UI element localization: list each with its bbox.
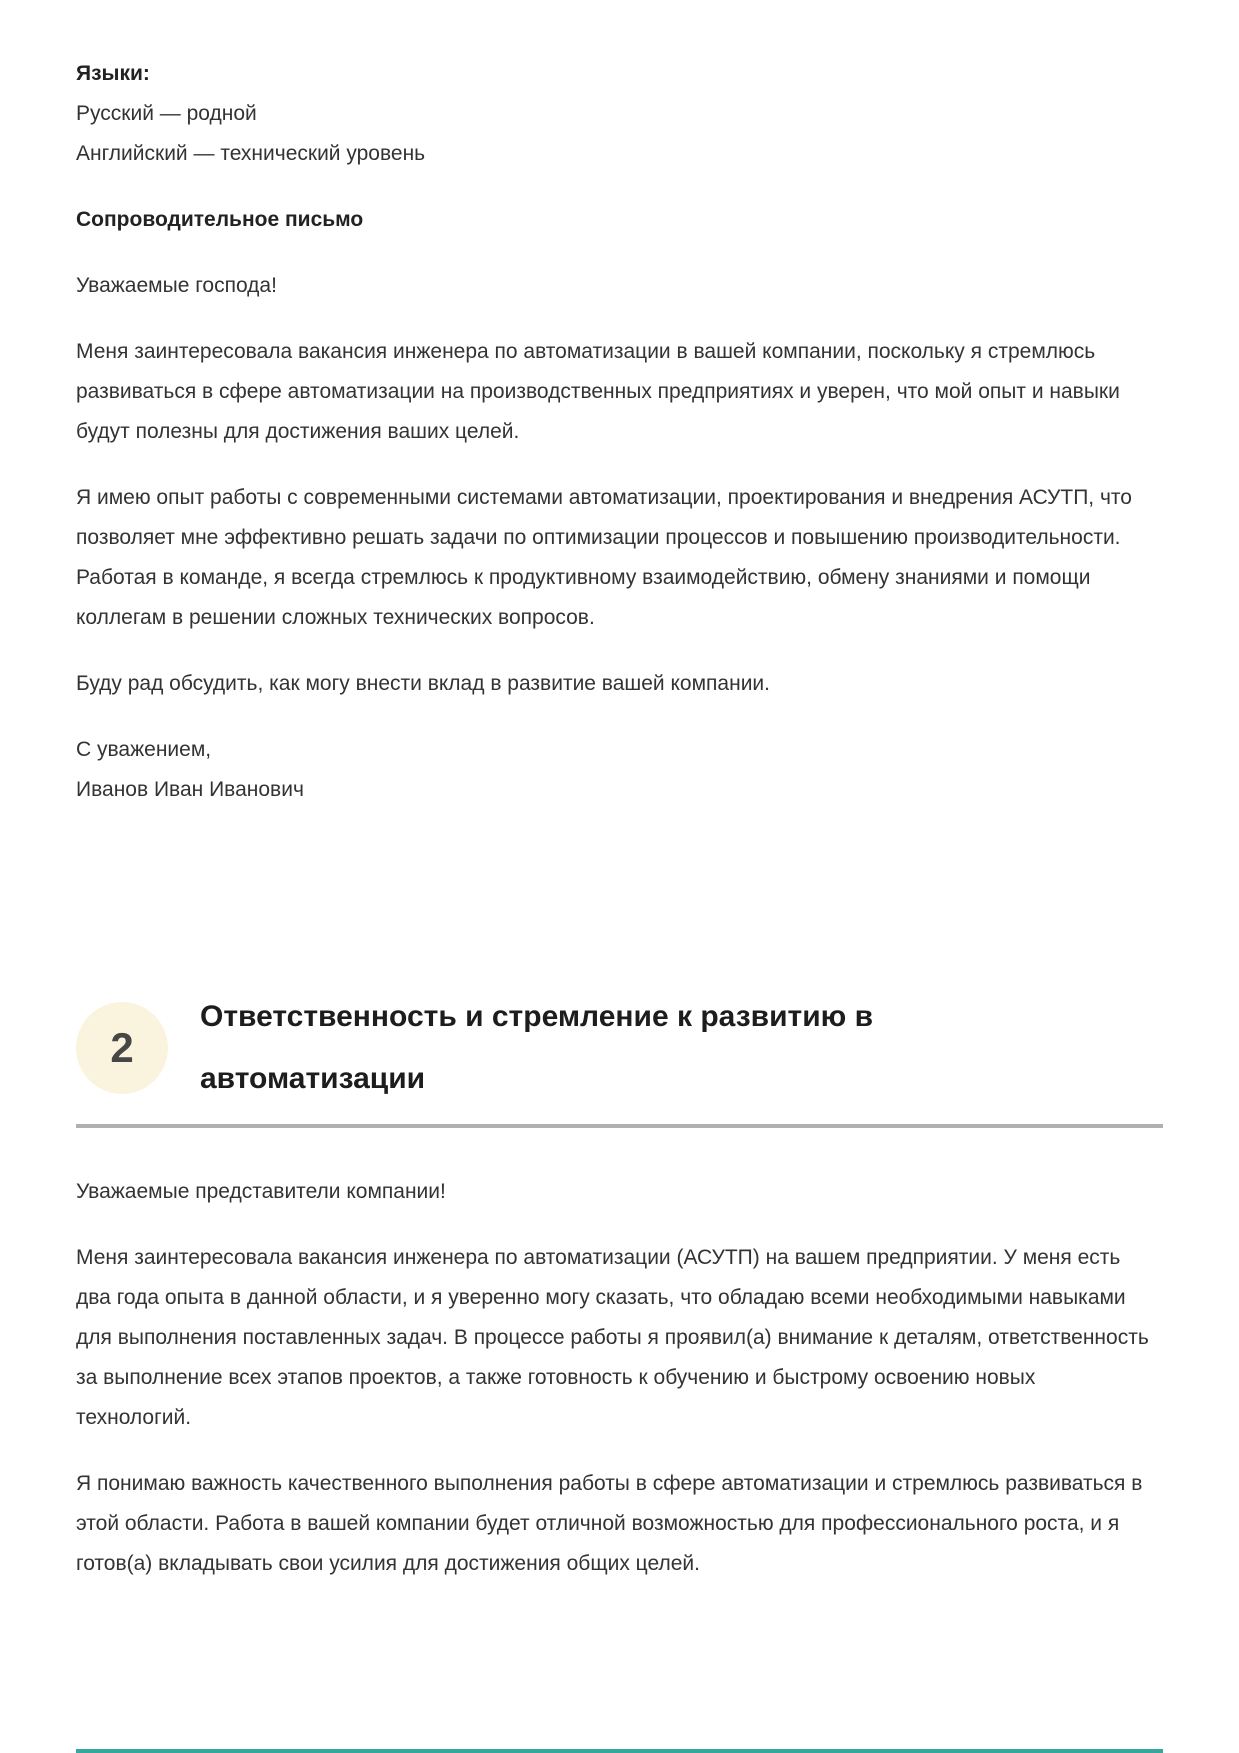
section-number-badge bbox=[76, 1002, 168, 1094]
section-2-salutation: Уважаемые представители компании! bbox=[76, 1180, 446, 1203]
cover-letter-paragraph: Я имею опыт работы с современными системами автоматизации, проектирования и внедрения АСУТП, что позволяет мне эффективно решать задачи по оптимизации процессов и повышению производительности. Работая в команде, я всегда стремлюсь к продуктивному взаимодействию, обмену знаниями и помощи коллегам в решении сложных технических вопросов. bbox=[76, 486, 1132, 629]
section-2-paragraph: Я понимаю важность качественного выполнения работы в сфере автоматизации и стремлюсь развиваться в этой области. Работа в вашей компании будет отличной возможностью для профессионального роста, и я готов(а) вкладывать свои усилия для достижения общих целей. bbox=[76, 1472, 1143, 1575]
cover-letter-heading: Сопроводительное письмо bbox=[76, 208, 364, 231]
cover-letter-paragraph: Буду рад обсудить, как могу внести вклад в развитие вашей компании. bbox=[76, 672, 770, 695]
cover-letter-signature: Иванов Иван Иванович bbox=[76, 778, 304, 801]
section-title: Ответственность и стремление к развитию в автоматизации bbox=[200, 1000, 874, 1095]
cover-letter-closing-block bbox=[76, 730, 1151, 810]
language-item: Русский — родной bbox=[76, 102, 257, 125]
section-number: 2 bbox=[110, 1024, 134, 1071]
bottom-accent-line bbox=[76, 1749, 1163, 1753]
section-divider bbox=[76, 1124, 1163, 1128]
cover-letter-closing: С уважением, bbox=[76, 738, 212, 761]
cover-letter-salutation: Уважаемые господа! bbox=[76, 274, 277, 297]
section-2-header bbox=[76, 986, 1163, 1110]
language-item: Английский — технический уровень bbox=[76, 142, 426, 165]
section-break-spacer bbox=[76, 810, 1163, 986]
languages-block bbox=[76, 54, 1163, 174]
languages-heading: Языки: bbox=[76, 62, 150, 85]
section-2-paragraph: Меня заинтересовала вакансия инженера по автоматизации (АСУТП) на вашем предприятии. У меня есть два года опыта в данной области, и я уверенно могу сказать, что обладаю всеми необходимыми навыками для выполнения поставленных задач. В процессе работы я проявил(а) внимание к деталям, ответственность за выполнение всех этапов проектов, а также готовность к обучению и быстрому освоению новых технологий. bbox=[76, 1246, 1149, 1429]
cover-letter-paragraph: Меня заинтересовала вакансия инженера по автоматизации в вашей компании, поскольку я стремлюсь развиваться в сфере автоматизации на производственных предприятиях и уверен, что мой опыт и навыки будут полезны для достижения ваших целей. bbox=[76, 340, 1120, 443]
